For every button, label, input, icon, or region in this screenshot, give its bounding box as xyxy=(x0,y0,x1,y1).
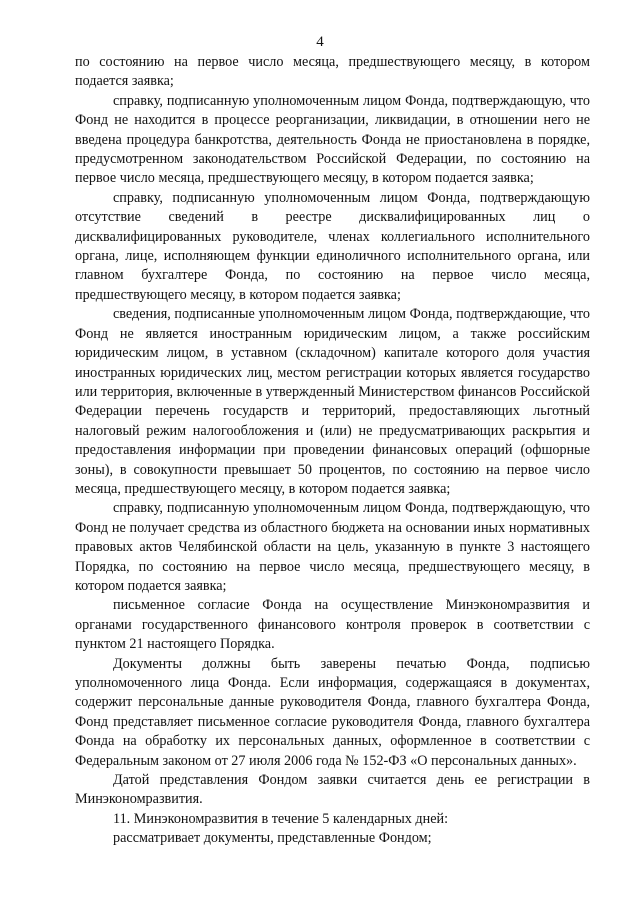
document-body xyxy=(75,53,590,849)
paragraph-clause-11: 11. Минэкономразвития в течение 5 календарных дней: xyxy=(113,810,449,827)
paragraph-document-certification: Документы должны быть заверены печатью Фонда, подписью уполномоченного лица Фонда. Если информация, содержащаяся в документах, содержит персональные данные руководителя Фонда, главного бухгалтера Фонда, Фонд представляет письменное согласие руководителя Фонда, главного бухгалтера Фонда на обработку их персональных данных, оформленное в соответствии с Федеральным законом от 27 июля 2006 года № 152-ФЗ «О персональных данных». xyxy=(75,655,590,769)
paragraph-submission-date: Датой представления Фондом заявки считается день ее регистрации в Минэкономразвития. xyxy=(75,772,590,808)
page-number: 4 xyxy=(316,34,324,50)
paragraph-continuation: по состоянию на первое число месяца, предшествующего месяцу, в котором подается заявка; xyxy=(75,54,590,90)
paragraph-reorganization-certificate: справку, подписанную уполномоченным лицом Фонда, подтверждающую, что Фонд не находится в процессе реорганизации, ликвидации, в отношении него не введена процедура банкротства, деятельность Фонда не приостановлена в порядке, предусмотренном законодательством Российской Федерации, по состоянию на первое число месяца, предшествующего месяцу, в котором подается заявка; xyxy=(75,92,590,187)
paragraph-disqualified-persons-certificate: справку, подписанную уполномоченным лицом Фонда, подтверждающую отсутствие сведений в реестре дисквалифицированных лиц о дисквалифицированных руководителе, членах коллегиального исполнительного органа, лице, исполняющем функции единоличного исполнительного органа, или главном бухгалтере Фонда, по состоянию на первое число месяца, предшествующего месяцу, в котором подается заявка; xyxy=(75,189,590,303)
paragraph-review-documents: рассматривает документы, представленные Фондом; xyxy=(113,830,432,847)
paragraph-foreign-entity-info: сведения, подписанные уполномоченным лицом Фонда, подтверждающие, что Фонд не является иностранным юридическим лицом, а также российским юридическим лицом, в уставном (складочном) капитале которого доля участия иностранных юридических лиц, местом регистрации которых является государство или территория, включенные в утвержденный Министерством финансов Российской Федерации перечень государств и территорий, предоставляющих льготный налоговый режим налогообложения и (или) не предусматривающих раскрытия и предоставления информации при проведении финансовых операций (офшорные зоны), в совокупности превышает 50 процентов, по состоянию на первое число месяца, предшествующего месяцу, в котором подается заявка; xyxy=(75,306,590,497)
paragraph-budget-funds-certificate: справку, подписанную уполномоченным лицом Фонда, подтверждающую, что Фонд не получает средства из областного бюджета на основании иных нормативных правовых актов Челябинской области на цель, указанную в пункте 3 настоящего Порядка, по состоянию на первое число месяца, предшествующего месяцу, в котором подается заявка; xyxy=(75,500,590,594)
paragraph-written-consent: письменное согласие Фонда на осуществление Минэкономразвития и органами государственного финансового контроля проверок в соответствии с пунктом 21 настоящего Порядка. xyxy=(75,597,590,653)
